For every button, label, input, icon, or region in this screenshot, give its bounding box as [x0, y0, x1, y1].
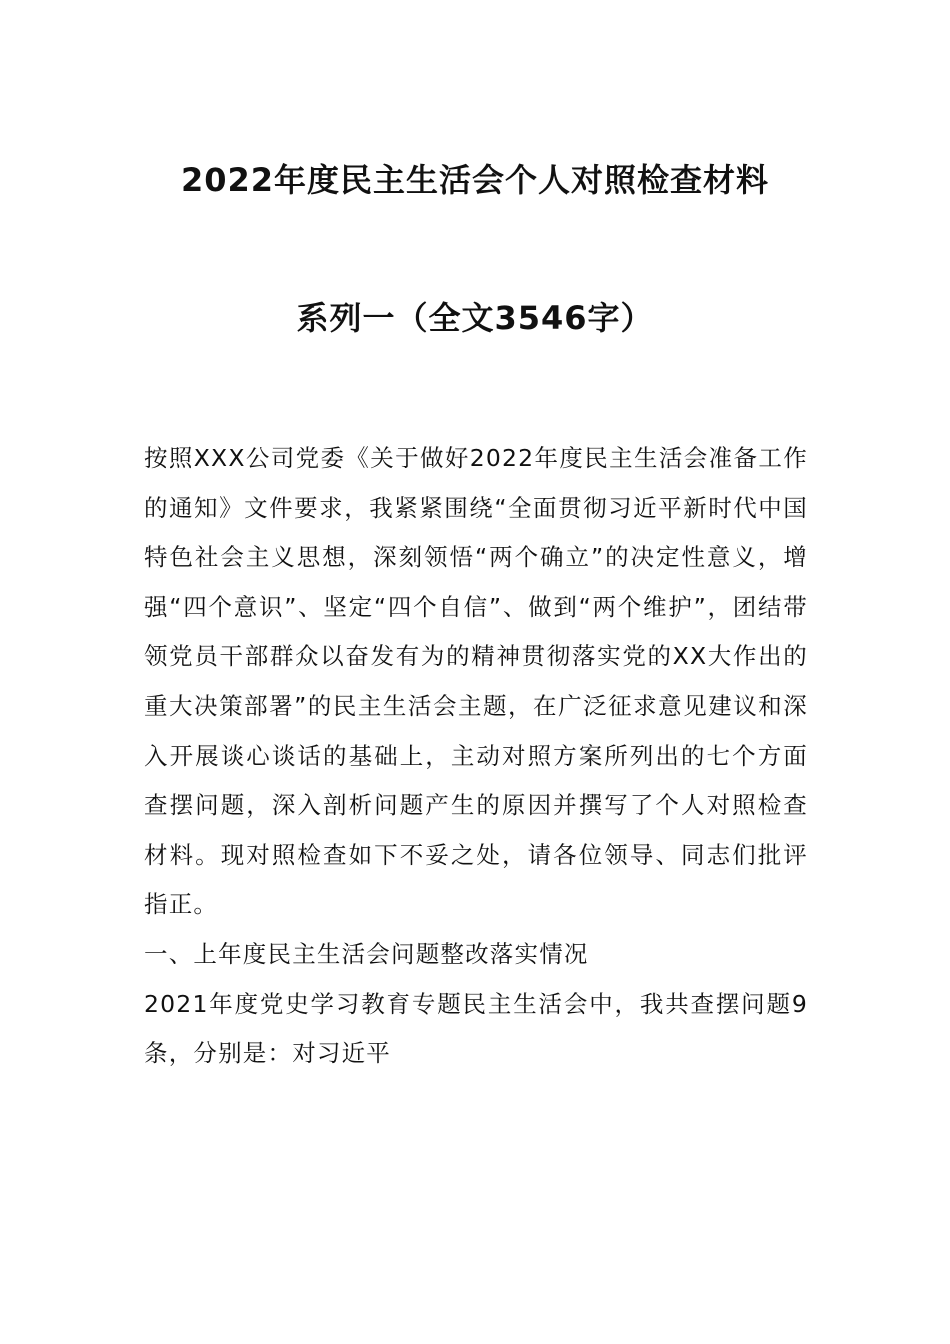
section-heading-1: 一、上年度民主生活会问题整改落实情况 — [144, 939, 589, 968]
document-title-line-1: 2022年度民主生活会个人对照检查材料 — [180, 161, 770, 199]
document-body — [144, 434, 808, 1079]
body-paragraph-2: 2021年度党史学习教育专题民主生活会中，我共查摆问题9条，分别是：对习近平 — [144, 989, 808, 1068]
intro-paragraph: 按照XXX公司党委《关于做好2022年度民主生活会准备工作的通知》文件要求，我紧紧围绕“全面贯彻习近平新时代中国特色社会主义思想，深刻领悟“两个确立”的决定性意义，增强“四个意识”、坚定“四个自信”、做到“两个维护”，团结带领党员干部群众以奋发有为的精神贯彻落实党的XX大作出的重大决策部署”的民主生活会主题，在广泛征求意见建议和深入开展谈心谈话的基础上，主动对照方案所列出的七个方面查摆问题，深入剖析问题产生的原因并撰写了个人对照检查材料。现对照检查如下不妥之处，请各位领导、同志们批评指正。 — [144, 444, 808, 919]
document-title-line-2: 系列一（全文3546字） — [296, 299, 654, 337]
